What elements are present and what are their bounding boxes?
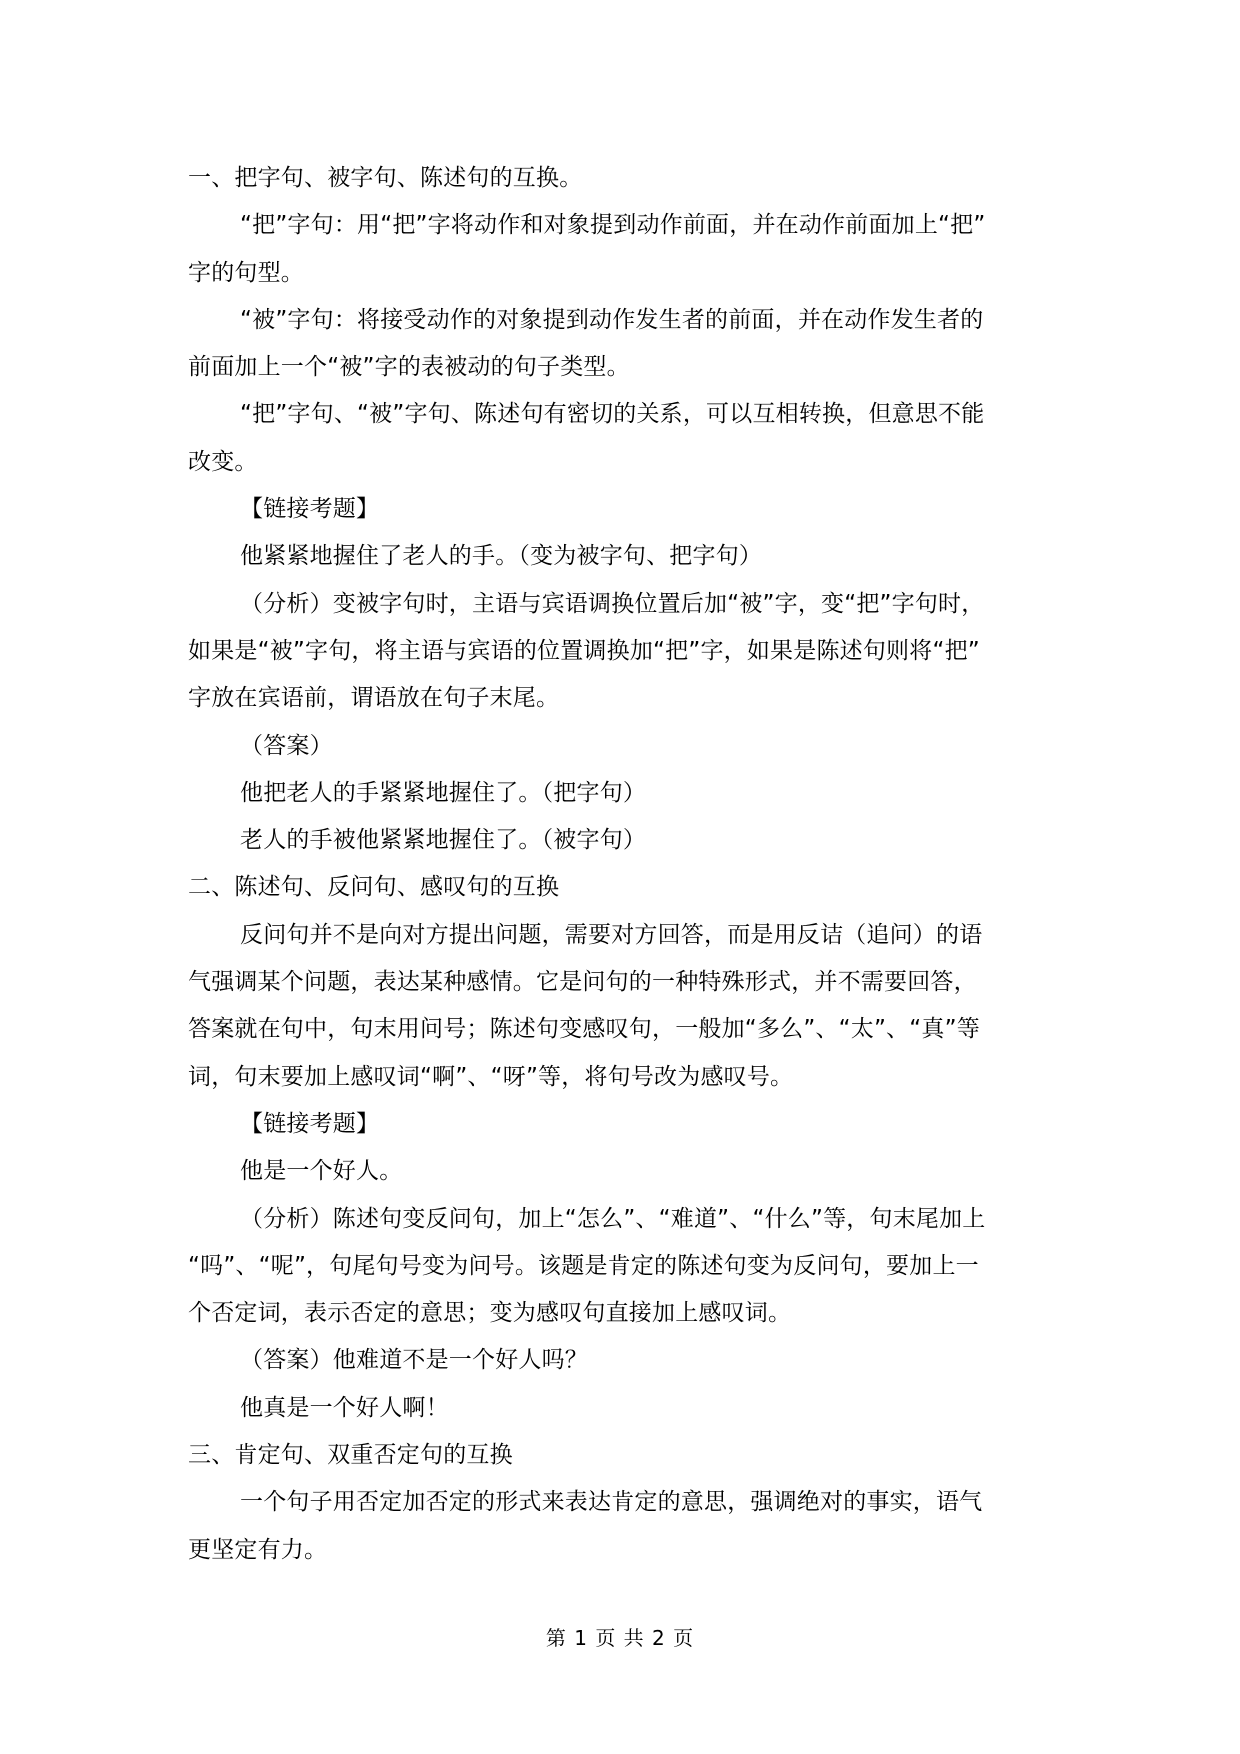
paragraph-rhetorical-line-2: 气强调某个问题，表达某种感情。它是问句的一种特殊形式，并不需要回答，	[188, 969, 977, 996]
paragraph-ba-definition-line-1: “把”字句：用“把”字将动作和对象提到动作前面，并在动作前面加上“把”	[240, 212, 986, 239]
paragraph-bei-definition-line-1: “被”字句：将接受动作的对象提到动作发生者的前面，并在动作发生者的	[240, 306, 984, 333]
analysis-2-line-3: 个否定词，表示否定的意思；变为感叹句直接加上感叹词。	[188, 1300, 792, 1327]
paragraph-double-negative-line-1: 一个句子用否定加否定的形式来表达肯定的意思，强调绝对的事实，语气	[240, 1489, 983, 1516]
answer-2-rhetorical: （答案）他难道不是一个好人吗？	[240, 1347, 588, 1374]
section-heading-1: 一、把字句、被字句、陈述句的互换。	[188, 165, 583, 191]
paragraph-ba-definition-line-2: 字的句型。	[188, 259, 304, 286]
analysis-1-line-2: 如果是“被”字句，将主语与宾语的位置调换加“把”字，如果是陈述句则将“把”	[188, 637, 980, 664]
page-number-footer: 第 1 页 共 2 页	[545, 1626, 695, 1650]
analysis-1-line-3: 字放在宾语前，谓语放在句子末尾。	[188, 685, 560, 712]
paragraph-relationship-line-2: 改变。	[188, 448, 258, 475]
paragraph-double-negative-line-2: 更坚定有力。	[188, 1536, 328, 1563]
exam-label-1: 【链接考题】	[240, 496, 380, 523]
answer-2-exclamatory: 他真是一个好人啊！	[240, 1394, 449, 1421]
exam-label-2: 【链接考题】	[240, 1110, 380, 1137]
section-heading-3: 三、肯定句、双重否定句的互换	[188, 1442, 513, 1469]
paragraph-rhetorical-line-4: 词，句末要加上感叹词“啊”、“呀”等，将句号改为感叹号。	[188, 1063, 794, 1090]
answer-label-1: （答案）	[240, 732, 333, 759]
answer-1-bei: 老人的手被他紧紧地握住了。（被字句）	[240, 827, 647, 854]
analysis-2-line-1: （分析）陈述句变反问句，加上“怎么”、“难道”、“什么”等，句末尾加上	[240, 1205, 986, 1232]
paragraph-relationship-line-1: “把”字句、“被”字句、陈述句有密切的关系，可以互相转换，但意思不能	[240, 401, 985, 428]
analysis-2-line-2: “吗”、“呢”，句尾句号变为问号。该题是肯定的陈述句变为反问句，要加上一	[188, 1252, 979, 1279]
paragraph-rhetorical-line-1: 反问句并不是向对方提出问题，需要对方回答，而是用反诘（追问）的语	[240, 921, 983, 948]
exam-question-2: 他是一个好人。	[240, 1158, 403, 1185]
document-page	[188, 155, 1056, 1574]
answer-1-ba: 他把老人的手紧紧地握住了。（把字句）	[240, 779, 647, 806]
exam-question-1: 他紧紧地握住了老人的手。（变为被字句、把字句）	[240, 543, 763, 570]
analysis-1-line-1: （分析）变被字句时，主语与宾语调换位置后加“被”字，变“把”字句时，	[240, 590, 985, 617]
paragraph-bei-definition-line-2: 前面加上一个“被”字的表被动的句子类型。	[188, 354, 630, 381]
paragraph-rhetorical-line-3: 答案就在句中，句末用问号；陈述句变感叹句，一般加“多么”、“太”、“真”等	[188, 1016, 980, 1043]
section-heading-2: 二、陈述句、反问句、感叹句的互换	[188, 874, 560, 901]
